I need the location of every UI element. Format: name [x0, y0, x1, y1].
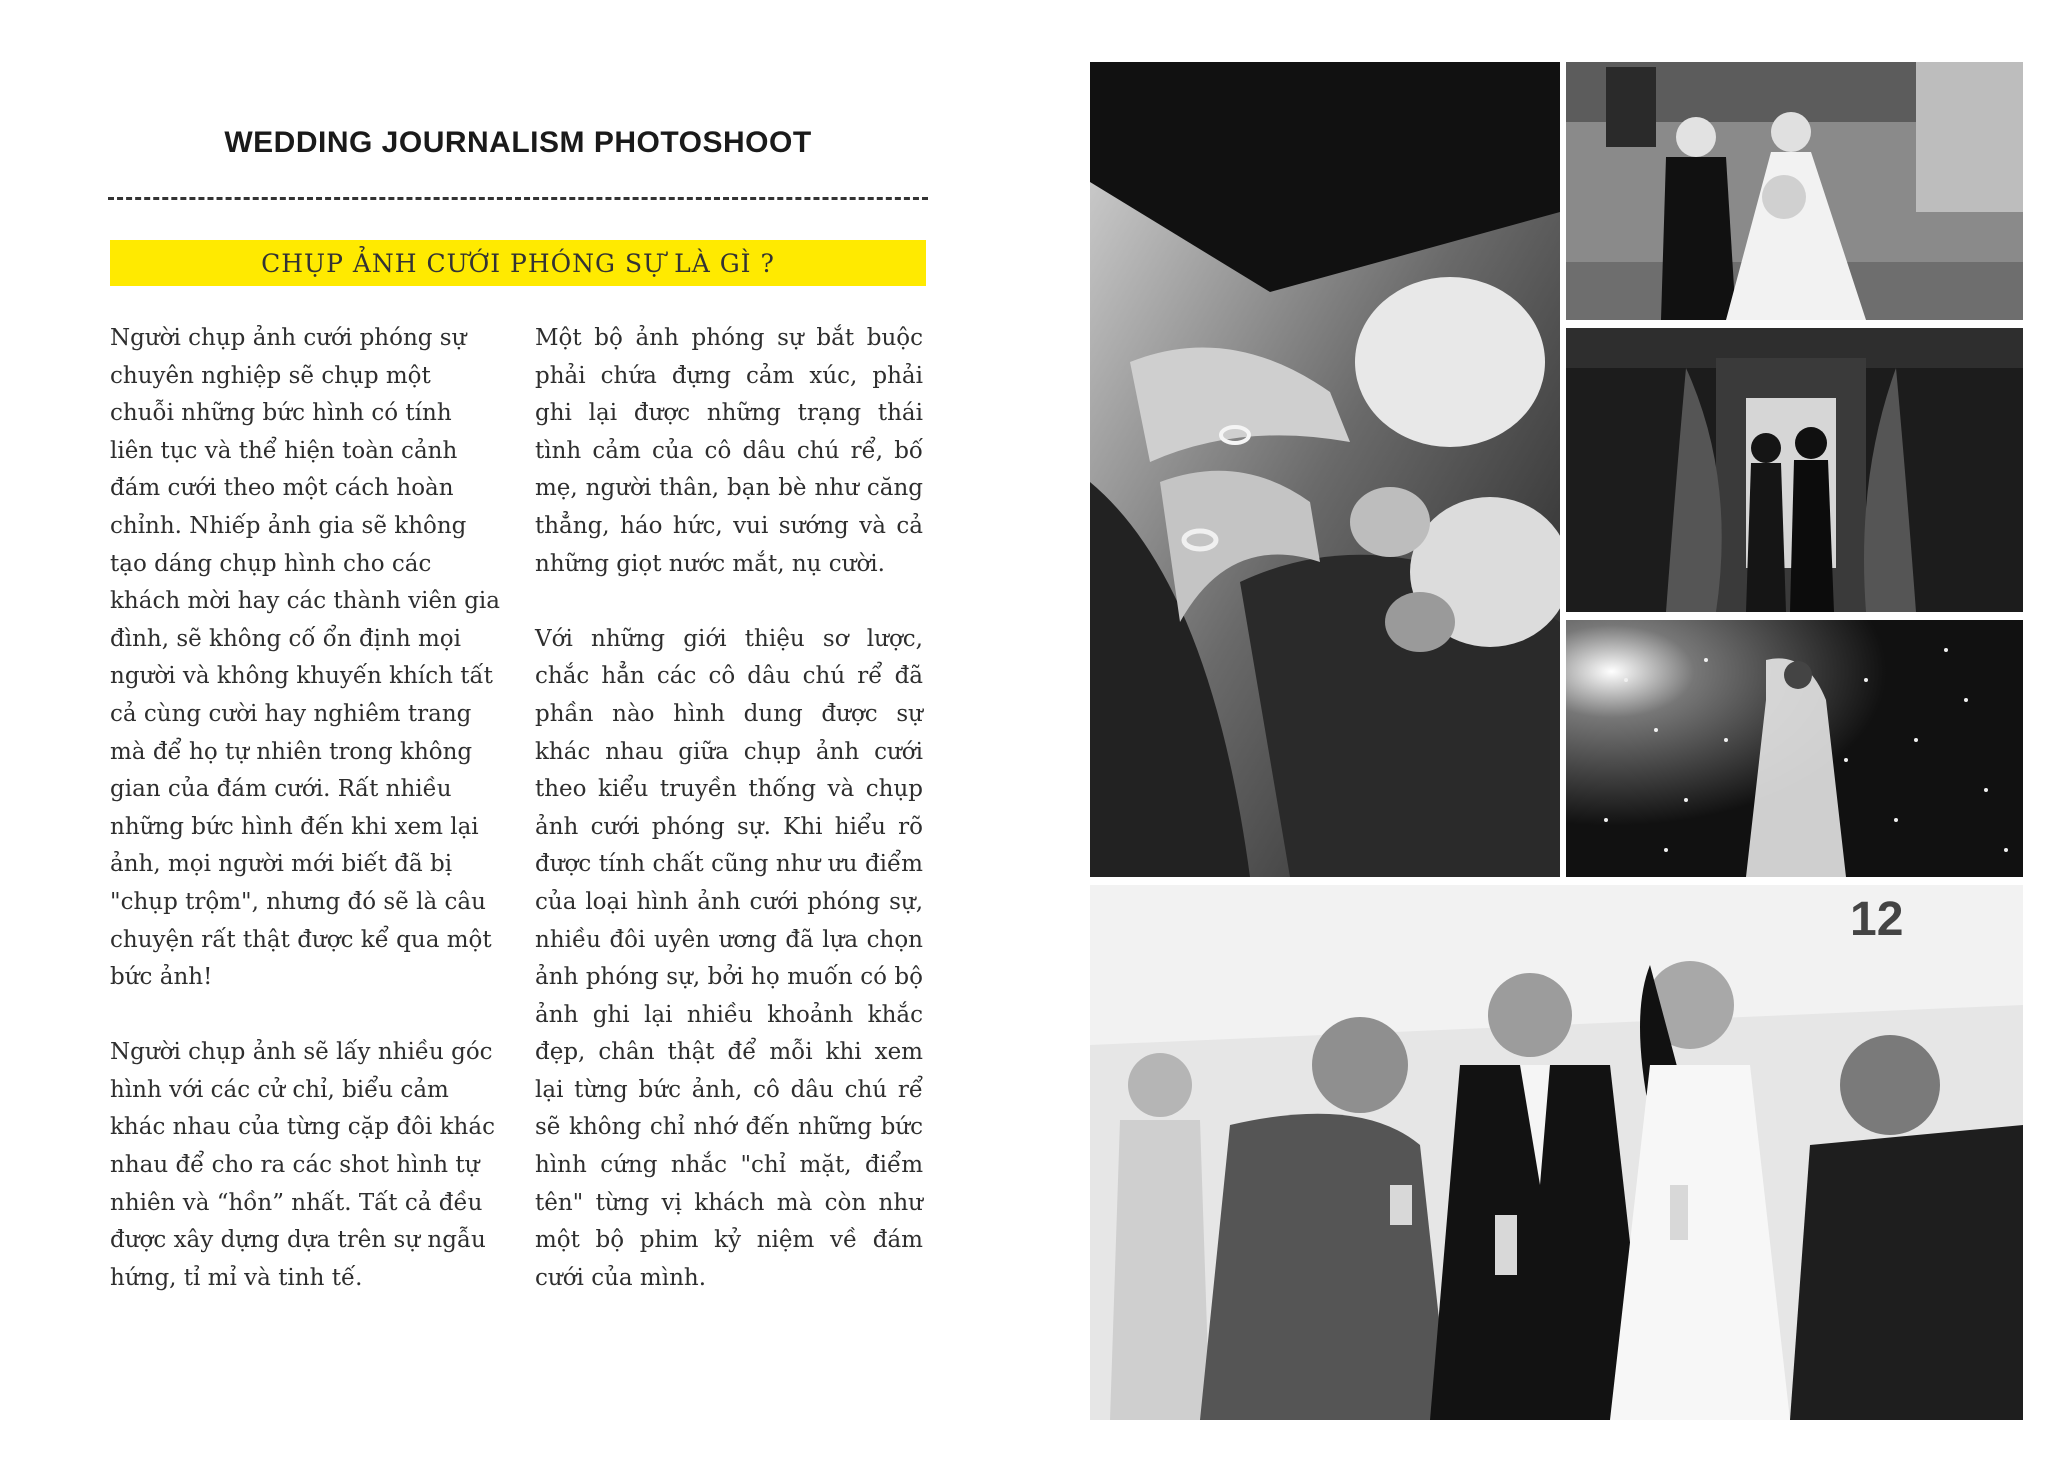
photo-bride-confetti — [1566, 620, 2023, 877]
dashed-divider — [108, 197, 928, 200]
text-column-right — [535, 320, 923, 1335]
page-title: WEDDING JOURNALISM PHOTOSHOOT — [224, 126, 812, 159]
photo-hands-rings-bouquet — [1090, 62, 1560, 877]
photo-wedding-toast — [1090, 885, 2023, 1420]
paragraph: Với những giới thiệu sơ lược, chắc hẳn các cô dâu chú rể đã phần nào hình dung được sự khác nhau giữa chụp ảnh cưới theo kiểu truyền thống và chụp ảnh cưới phóng sự. Khi hiểu rõ được tính chất cũng như ưu điểm của loại hình ảnh cưới phóng sự, nhiều đôi uyên ương đã lựa chọn ảnh phóng sự, bởi họ muốn có bộ ảnh ghi lại nhiều khoảnh khắc đẹp, chân thật để mỗi khi xem lại từng bức ảnh, cô dâu chú rể sẽ không chỉ nhớ đến những bức hình cứng nhắc "chỉ mặt, điểm tên" từng vị khách mà còn như một bộ phim kỷ niệm về đám cưới của mình. — [535, 625, 923, 1291]
section-heading: CHỤP ẢNH CƯỚI PHÓNG SỰ LÀ GÌ ? — [261, 248, 775, 278]
paragraph: Người chụp ảnh cưới phóng sự chuyên nghiệp sẽ chụp một chuỗi những bức hình có tính liên tục và thể hiện toàn cảnh đám cưới theo một cách hoàn chỉnh. Nhiếp ảnh gia sẽ không tạo dáng chụp hình cho các khách mời hay các thành viên gia đình, sẽ không cố ổn định mọi người và không khuyến khích tất cả cùng cười hay nghiêm trang mà để họ tự nhiên trong không gian của đám cưới. Rất nhiều những bức hình đến khi xem lại ảnh, mọi người mới biết đã bị "chụp trộm", nhưng đó sẽ là câu chuyện rất thật được kể qua một bức ảnh! — [110, 325, 500, 991]
table-number: 12 — [1850, 893, 1904, 946]
section-heading-banner — [110, 240, 926, 286]
photo-couple-walking — [1566, 62, 2023, 320]
paragraph: Một bộ ảnh phóng sự bắt buộc phải chứa đựng cảm xúc, phải ghi lại được những trạng thái tình cảm của cô dâu chú rể, bố mẹ, người thân, bạn bè như căng thẳng, háo hức, vui sướng và cả những giọt nước mắt, nụ cười. — [535, 325, 923, 577]
text-column-left — [110, 320, 500, 1335]
photo-window-silhouettes — [1566, 328, 2023, 612]
paragraph: Người chụp ảnh sẽ lấy nhiều góc hình với các cử chỉ, biểu cảm khác nhau của từng cặp đôi khác nhau để cho ra các shot hình tự nhiên và “hồn” nhất. Tất cả đều được xây dựng dựa trên sự ngẫu hứng, tỉ mỉ và tinh tế. — [110, 1039, 495, 1291]
